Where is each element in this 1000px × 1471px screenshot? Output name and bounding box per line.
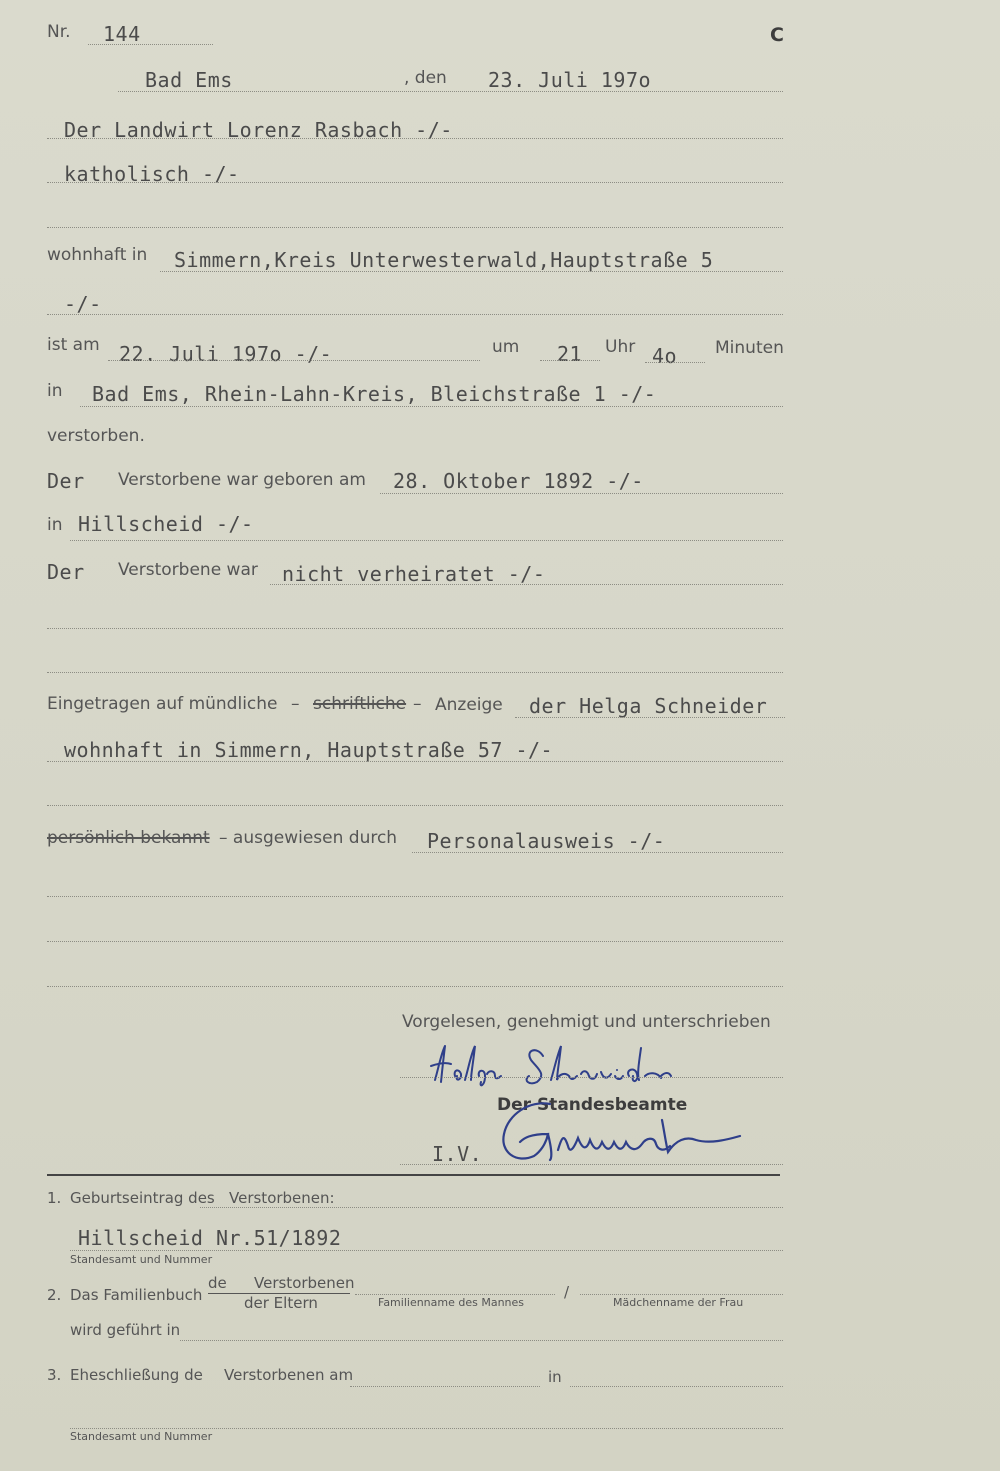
nr-value: 144 [103, 22, 141, 46]
struck-schriftliche: schriftliche [313, 694, 407, 714]
death-in-label: in [47, 381, 63, 401]
marital-value: nicht verheiratet -/- [282, 562, 546, 586]
issue-date: 23. Juli 197o [488, 68, 652, 92]
death-hour: 21 [557, 342, 583, 366]
note-1-text-2: Verstorbenen: [229, 1189, 335, 1207]
den-label: , den [404, 68, 447, 88]
note-2-text: Das Familienbuch [70, 1286, 203, 1304]
struck-persoenlich-bekannt: persönlich bekannt [47, 828, 210, 848]
note-1-caption: Standesamt und Nummer [70, 1253, 213, 1266]
note-2-caption-b: Mädchenname der Frau [613, 1296, 744, 1309]
ausgewiesen-label: – ausgewiesen durch [219, 828, 398, 848]
note-1-text: Geburtseintrag des [70, 1189, 215, 1207]
birth-place: Hillscheid -/- [78, 512, 254, 536]
dash-1: – [291, 694, 300, 714]
eingetragen-label: Eingetragen auf mündliche [47, 694, 278, 714]
wohnhaft-value: Simmern,Kreis Unterwesterwald,Hauptstraße 5 [174, 248, 714, 272]
iv-label: I.V. [432, 1142, 483, 1166]
note-2-frac-top-b: Verstorbenen [254, 1274, 355, 1292]
note-1-value: Hillscheid Nr.51/1892 [78, 1226, 342, 1250]
note-2-caption-a: Familienname des Mannes [378, 1296, 525, 1309]
death-place: Bad Ems, Rhein-Lahn-Kreis, Bleichstraße 1 -/- [92, 382, 657, 406]
id-document: Personalausweis -/- [427, 829, 666, 853]
standesbeamte-label: Der Standesbeamte [497, 1095, 688, 1115]
uhr-label: Uhr [605, 337, 636, 357]
section-divider [47, 1174, 780, 1176]
marital-label: Verstorbene war [118, 560, 258, 580]
birth-der: Der [47, 469, 85, 493]
um-label: um [492, 337, 520, 357]
reporter-address: wohnhaft in Simmern, Hauptstraße 57 -/- [64, 738, 554, 762]
dash-2: – [413, 694, 422, 714]
note-2-number: 2. [47, 1286, 62, 1304]
verstorben-label: verstorben. [47, 426, 145, 446]
note-2-cont: wird geführt in [70, 1321, 181, 1339]
anzeige-label: Anzeige [435, 695, 503, 715]
note-2-slash: / [564, 1283, 570, 1301]
note-2-frac-bottom: der Eltern [244, 1294, 318, 1312]
wohnhaft-cont: -/- [64, 292, 102, 316]
ist-am-label: ist am [47, 335, 100, 355]
birth-in-label: in [47, 515, 63, 535]
birth-date: 28. Oktober 1892 -/- [393, 469, 644, 493]
person-line-1: Der Landwirt Lorenz Rasbach -/- [64, 118, 453, 142]
issue-place: Bad Ems [145, 68, 233, 92]
death-date: 22. Juli 197o -/- [119, 342, 333, 366]
death-minutes: 4o [652, 344, 678, 368]
note-3-text: Eheschließung de [70, 1366, 203, 1384]
note-3-caption: Standesamt und Nummer [70, 1430, 213, 1443]
note-3-number: 3. [47, 1366, 62, 1384]
wohnhaft-label: wohnhaft in [47, 245, 148, 265]
birth-label: Verstorbene war geboren am [118, 470, 366, 490]
signature-helga-schneider [425, 1036, 675, 1092]
signature-official [490, 1090, 750, 1170]
reporter-name: der Helga Schneider [529, 694, 768, 718]
marital-der: Der [47, 560, 85, 584]
note-3-text-2: Verstorbenen am [224, 1366, 354, 1384]
nr-label: Nr. [47, 22, 71, 42]
note-1-number: 1. [47, 1189, 62, 1207]
note-3-in: in [548, 1368, 562, 1386]
minuten-label: Minuten [715, 338, 784, 358]
note-2-frac-top-a: de [208, 1274, 227, 1292]
vorgelesen-label: Vorgelesen, genehmigt und unterschrieben [402, 1012, 771, 1032]
form-letter: C [770, 24, 784, 46]
person-line-2: katholisch -/- [64, 162, 240, 186]
